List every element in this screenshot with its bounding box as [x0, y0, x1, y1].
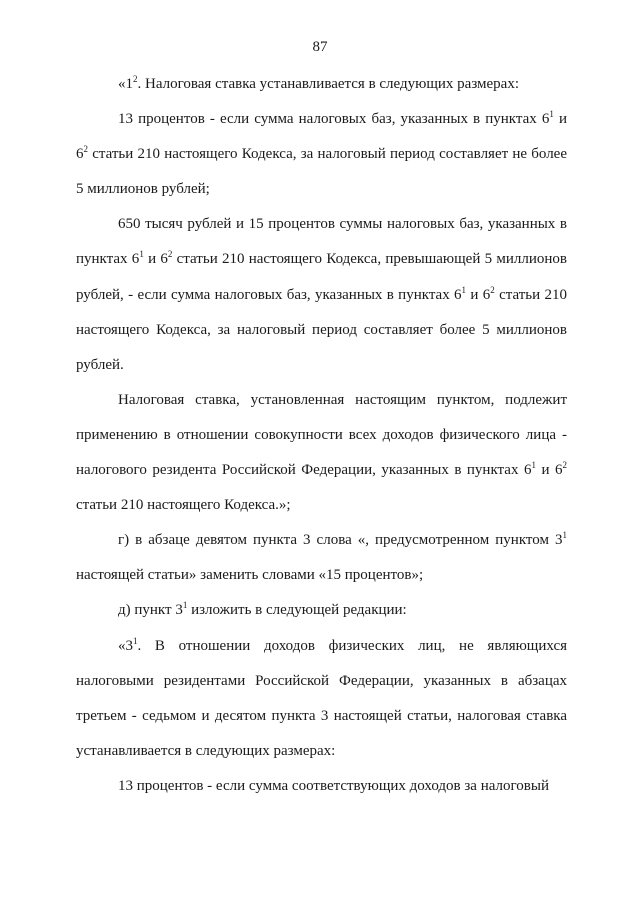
text-run: . Налоговая ставка устанавливается в следующих размерах: [137, 76, 520, 92]
text-run: г) в абзаце девятом пункта 3 слова «, предусмотренном пунктом 3 [118, 532, 563, 549]
paragraph-650-thousand [76, 207, 567, 382]
text-run: 650 тысяч рублей и 15 процентов суммы налоговых баз, указанных в пунктах 6 [76, 216, 567, 268]
superscript-index: 1 [549, 109, 554, 120]
superscript-index: 2 [133, 74, 138, 84]
paragraph-subitem-g [76, 523, 567, 593]
page-number: 87 [312, 39, 328, 55]
text-run: «1 [118, 76, 133, 92]
text-run: статьи 210 настоящего Кодекса, превышающей 5 миллионов рублей, - если сумма налоговых баз, указанных в пунктах 6 [76, 251, 568, 303]
text-run: и 6 [76, 111, 567, 163]
superscript-index: 2 [167, 249, 173, 260]
paragraph-13-percent [76, 102, 567, 207]
text-run: и 6 [143, 251, 168, 268]
text-run: «3 [118, 637, 133, 654]
superscript-index: 1 [139, 249, 144, 260]
superscript-index: 1 [562, 530, 567, 541]
paragraph-nonresidents [76, 629, 567, 769]
superscript-index: 1 [461, 284, 467, 295]
paragraph-rate-application [76, 383, 567, 523]
text-run: изложить в следующей редакции: [187, 602, 407, 619]
document-body [76, 67, 567, 804]
text-run: д) пункт 3 [118, 602, 183, 619]
text-run: 13 процентов - если сумма соответствующих доходов за налоговый [118, 777, 549, 794]
superscript-index: 2 [562, 460, 567, 471]
paragraph-subitem-d [76, 593, 567, 628]
superscript-index: 1 [133, 635, 138, 646]
text-run: . В отношении доходов физических лиц, не являющихся налоговыми резидентами Российской Федерации, указанных в абзацах третьем - седьмом и десятом пункта 3 настоящей статьи, налоговая ставка устанавливается в следующих размерах: [76, 637, 567, 759]
text-run: настоящей статьи» заменить словами «15 процентов»; [76, 567, 424, 584]
superscript-index: 2 [83, 144, 88, 155]
superscript-index: 1 [531, 460, 536, 471]
text-run: статьи 210 настоящего Кодекса, за налоговый период составляет более 5 миллионов рублей. [76, 286, 568, 373]
superscript-index: 1 [182, 600, 188, 611]
text-run: и 6 [466, 286, 491, 303]
paragraph-rate-heading [76, 67, 567, 102]
text-run: и 6 [535, 462, 563, 479]
text-run: статьи 210 настоящего Кодекса, за налоговый период составляет не более 5 миллионов рублей; [76, 146, 567, 198]
superscript-index: 2 [490, 284, 495, 295]
text-run: статьи 210 настоящего Кодекса.»; [76, 497, 291, 514]
text-run: 13 процентов - если сумма налоговых баз, указанных в пунктах 6 [118, 111, 550, 128]
paragraph-13-percent-continued [76, 769, 567, 804]
text-run: Налоговая ставка, установленная настоящим пунктом, подлежит применению в отношении совокупности всех доходов физического лица - налогового резидента Российской Федерации, указанных в пунктах 6 [76, 391, 567, 479]
